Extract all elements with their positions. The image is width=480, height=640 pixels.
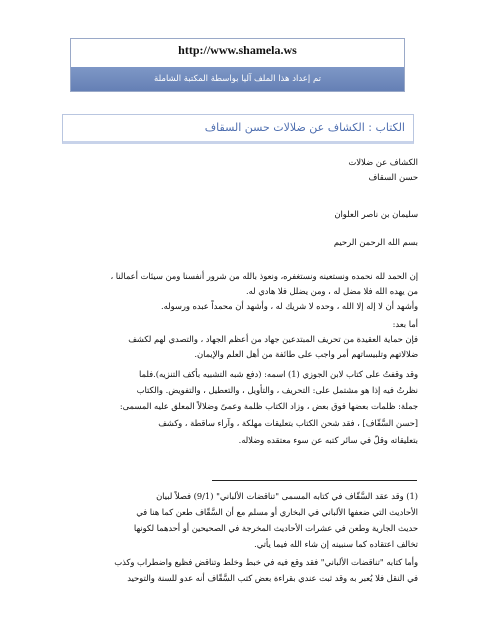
body-line: فإن حماية العقيدة من تحريف المبتدعين جهاد من أعظم الجهاد ، والتصدي لهم لكشف bbox=[128, 334, 418, 344]
footnote-separator bbox=[212, 480, 417, 481]
footnote-line: الأحاديث التي ضعفها الألباني في البخاري أو مسلم مع أن السَّقّاف طعن كما هنا في bbox=[136, 507, 418, 517]
basmala: بسم الله الرحمن الرحيم bbox=[333, 237, 418, 247]
body-line: من يهده الله فلا مضل له ، ومن يضلل فلا هادي له. bbox=[245, 286, 418, 296]
body-line: وقد وقفتُ على كتاب لابن الجوزي (1) اسمه: (دفع شبه التشبيه بأكف التنزيه).فلما bbox=[139, 369, 418, 379]
body-line: بتعليقاته وقلّ في سائر كتبه عن سوء معتقده وضلاله. bbox=[238, 435, 418, 445]
book-name-line-2: حسن السقاف bbox=[368, 172, 418, 182]
body-line: ضلالاتهم وتلبيساتهم أمر واجب على طائفة من أهل العلم والإيمان. bbox=[194, 349, 418, 359]
book-title: الكتاب : الكشاف عن ضلالات حسن السقاف bbox=[204, 121, 405, 134]
book-name-line-1: الكشاف عن ضلالات bbox=[348, 157, 418, 167]
footnote-line: تخالف اعتقاده كما سنبينه إن شاء الله فيما يأتي. bbox=[254, 539, 418, 549]
footnote-line: حديث الجارية وطعن في عشرات الأحاديث المخرجة في الصحيحين أو أحدهما لكونها bbox=[133, 523, 418, 533]
footnote-line: في النقل فلا يُعبر به وقد ثبت عندي بقراءة بعض كتب السَّقّاف أنه عدو للسنة والتوحيد bbox=[127, 573, 418, 583]
generated-by-banner: تم إعداد هذا الملف آليا بواسطة المكتبة الشاملة bbox=[71, 67, 404, 91]
book-title-box bbox=[62, 114, 414, 144]
body-line: وأشهد أن لا إله إلا الله ، وحده لا شريك له ، وأشهد أن محمداً عبده ورسوله. bbox=[161, 301, 418, 311]
body-line: إن الحمد لله نحمده ونستعينه ونستغفره، ونعوذ بالله من شرور أنفسنا ومن سيئات أعمالنا ، bbox=[110, 271, 418, 281]
footnote-line: وأما كتابه "تناقضات الألباني" فقد وقع فيه في خبط وخلط وتناقض فظيع واضطراب وكذب bbox=[114, 557, 418, 567]
body-line: أما بعد: bbox=[392, 319, 418, 329]
author-name: سليمان بن ناصر العلوان bbox=[334, 209, 418, 219]
source-header-box bbox=[70, 38, 405, 92]
body-line: نظرتُ فيه إذا هو مشتمل على: التحريف ، والتأويل ، والتعطيل ، والتفويض. والكتاب bbox=[136, 385, 418, 395]
footnote-line: (1) وقد عقد السَّقّاف في كتابه المسمى "تناقضات الألباني" (9/1) فصلاً لبيان bbox=[156, 491, 418, 501]
body-line: [حسن السَّقّاف] ، فقد شحن الكتاب بتعليقات مهلكة ، وآراء ساقطة ، وكشف bbox=[158, 418, 418, 428]
body-line: جملة: ظلمات بعضها فوق بعض ، وزاد الكتاب ظلمة وعمىً وضلالاً المعلق عليه المسمى: bbox=[119, 401, 418, 411]
source-url[interactable]: http://www.shamela.ws bbox=[178, 43, 297, 57]
